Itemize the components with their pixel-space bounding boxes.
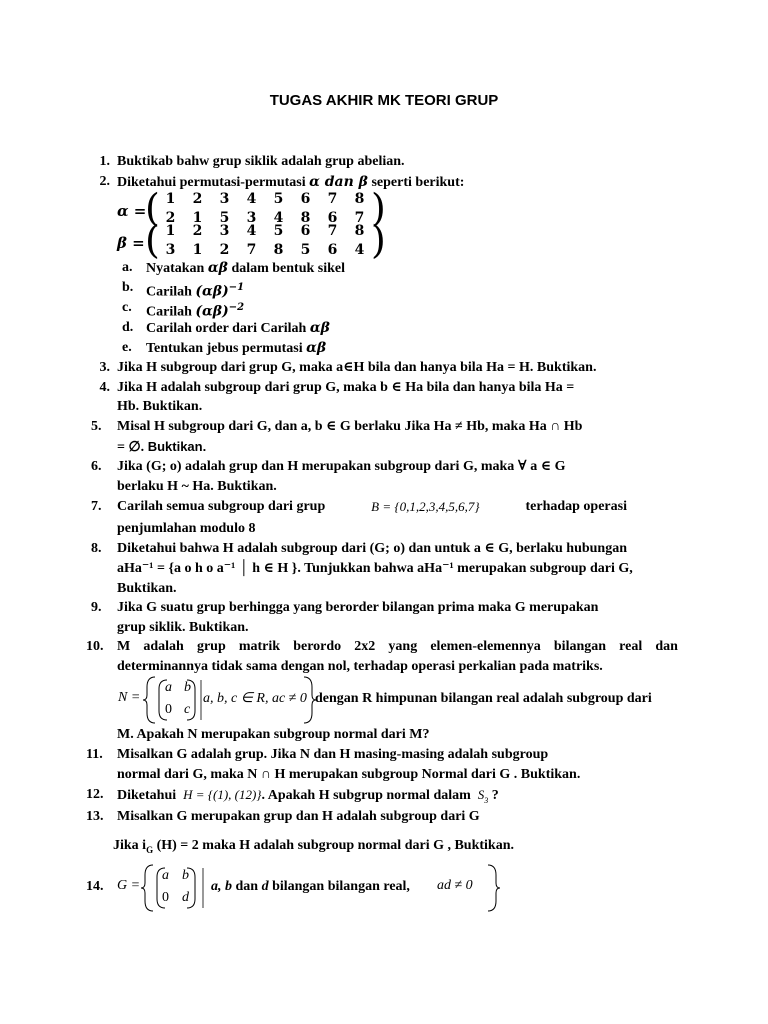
alpha-left-paren: ( — [145, 186, 160, 230]
item-13-line-2: Jika $i_G$ (H) = 2 maka H adalah subgroup normal dari G , Buktikan. — [113, 838, 515, 855]
beta-right-paren: ) — [371, 218, 386, 262]
item-11-line-1: Misalkan G adalah grup. Jika N dan H masing-masing adalah subgroup — [117, 747, 549, 762]
set-g-close-brace — [486, 863, 500, 913]
alpha-top-entry: 2 — [192, 191, 203, 207]
beta-bottom-entry: 8 — [273, 242, 284, 258]
item-6-line-2: berlaku H ~ Ha. Buktikan. — [117, 479, 277, 494]
alpha-top-entry: 1 — [165, 191, 176, 207]
subitem-d-label: d. — [122, 320, 134, 335]
alpha-top-entry: 4 — [246, 191, 257, 207]
alpha-bottom-entry: 3 — [246, 210, 257, 226]
subitem-c-label: c. — [122, 300, 132, 315]
set-g-brackets — [141, 863, 211, 913]
item-number-11: 11. — [86, 747, 103, 762]
item-10-line-3: M. Apakah N merupakan subgroup normal dari M? — [117, 727, 430, 742]
set-n-matrix-a12: b — [184, 680, 191, 695]
alpha-top-entry: 5 — [273, 191, 284, 207]
subitem-b-text: Carilah $(\alpha\beta)^{-1}$ — [146, 282, 245, 300]
beta-top-entry: 1 — [165, 223, 176, 239]
item-number-10: 10. — [86, 639, 104, 654]
beta-bottom-entry: 3 — [165, 242, 176, 258]
subitem-a-label: a. — [122, 260, 133, 275]
set-n-matrix-a11: a — [165, 680, 172, 695]
item-8-line-1: Diketahui bahwa H adalah subgroup dari (G; o) dan untuk a ∈ G, berlaku hubungan — [117, 541, 628, 556]
set-g-condition: ad ≠ 0 — [437, 878, 473, 893]
beta-label: β = — [117, 234, 145, 252]
item-12-text: Diketahui H = {(1), (12)}. Apakah H subgrup normal dalam $S_3$ ? — [117, 787, 499, 805]
set-n-close-brace — [302, 675, 316, 725]
item-10-line-1: M adalah grup matrik berordo 2x2 yang elemen-elemennya bilangan real dan — [117, 639, 678, 654]
alpha-bottom-entry: 8 — [300, 210, 311, 226]
document-title: TUGAS AKHIR MK TEORI GRUP — [269, 92, 499, 109]
item-9-line-1: Jika G suatu grup berhingga yang berorder bilangan prima maka G merupakan — [117, 600, 599, 615]
alpha-top-entry: 3 — [219, 191, 230, 207]
alpha-top-row — [157, 191, 373, 207]
item-number-1: 1. — [99, 154, 110, 169]
item-number-8: 8. — [91, 541, 102, 556]
item-5-line-1: Misal H subgroup dari G, dan a, b ∈ G berlaku Jika Ha ≠ Hb, maka Ha ∩ Hb — [117, 419, 583, 434]
set-g-matrix-a21: 0 — [162, 890, 169, 905]
item-1-text: Buktikab bahw grup siklik adalah grup abelian. — [117, 154, 405, 169]
item-8-line-3: Buktikan. — [117, 581, 177, 596]
item-2-text: Diketahui permutasi-permutasi α dan β seperti berikut: — [117, 174, 465, 190]
item-4-line-2: Hb. Buktikan. — [117, 399, 203, 414]
item-13-line-1: Misalkan G merupakan grup dan H adalah subgroup dari G — [117, 809, 480, 824]
item-3-text: Jika H subgroup dari grup G, maka a∈H bila dan hanya bila Ha = H. Buktikan. — [117, 360, 597, 375]
beta-bottom-entry: 1 — [192, 242, 203, 258]
beta-top-entry: 7 — [327, 223, 338, 239]
beta-top-entry: 4 — [246, 223, 257, 239]
subitem-e-label: e. — [122, 340, 132, 355]
set-n-condition: a, b, c ∈ R, ac ≠ 0 — [203, 691, 307, 706]
alpha-bottom-entry: 4 — [273, 210, 284, 226]
alpha-label: α = — [117, 202, 147, 220]
beta-top-entry: 5 — [273, 223, 284, 239]
subitem-e-text: Tentukan jebus permutasi αβ — [146, 340, 327, 356]
beta-top-entry: 6 — [300, 223, 311, 239]
beta-top-entry: 2 — [192, 223, 203, 239]
item-number-9: 9. — [91, 600, 102, 615]
subitem-c-text: Carilah $(\alpha\beta)^{-2}$ — [146, 302, 245, 320]
beta-bottom-entry: 5 — [300, 242, 311, 258]
set-n-matrix-a21: 0 — [165, 702, 172, 717]
set-g-matrix-a11: a — [162, 868, 169, 883]
item-number-5: 5. — [91, 419, 102, 434]
set-n-label: N = — [118, 690, 141, 705]
item-number-12: 12. — [86, 787, 104, 802]
beta-top-entry: 8 — [354, 223, 365, 239]
alpha-top-entry: 7 — [327, 191, 338, 207]
item-14-text: a, b dan d bilangan bilangan real, — [211, 879, 410, 894]
alpha-right-paren: ) — [371, 186, 386, 230]
item-7-line-2: penjumlahan modulo 8 — [117, 521, 256, 536]
set-g-label: G = — [117, 878, 141, 893]
beta-bottom-row — [157, 242, 373, 258]
alpha-bottom-entry: 6 — [327, 210, 338, 226]
item-number-6: 6. — [91, 459, 102, 474]
item-number-3: 3. — [99, 360, 110, 375]
alpha-bottom-entry: 2 — [165, 210, 176, 226]
item-7-line-1: Carilah semua subgroup dari grup B = {0,1,2,3,4,5,6,7} terhadap operasi — [117, 499, 627, 514]
subitem-b-label: b. — [122, 280, 134, 295]
set-g-matrix-a22: d — [182, 890, 189, 905]
subitem-a-text: Nyatakan αβ dalam bentuk sikel — [146, 260, 346, 276]
item-11-line-2: normal dari G, maka N ∩ H merupakan subgroup Normal dari G . Buktikan. — [117, 767, 581, 782]
item-10-definition-tail: dengan R himpunan bilangan real adalah subgroup dari — [315, 691, 652, 706]
item-6-line-1: Jika (G; o) adalah grup dan H merupakan subgroup dari G, maka ∀ a ∈ G — [117, 459, 566, 474]
set-g-matrix-a12: b — [182, 868, 189, 883]
item-8-line-2: aHa⁻¹ = {a o h o a⁻¹ │ h ∈ H }. Tunjukkan bahwa aHa⁻¹ merupakan subgroup dari G, — [117, 561, 633, 576]
beta-bottom-entry: 7 — [246, 242, 257, 258]
item-4-line-1: Jika H adalah subgroup dari grup G, maka b ∈ Ha bila dan hanya bila Ha = — [117, 380, 575, 395]
item-10-line-2: determinannya tidak sama dengan nol, terhadap operasi perkalian pada matriks. — [117, 659, 603, 674]
item-number-13: 13. — [86, 809, 104, 824]
item-number-14: 14. — [86, 879, 104, 894]
item-number-7: 7. — [91, 499, 102, 514]
beta-left-paren: ( — [145, 218, 160, 262]
item-number-2: 2. — [99, 174, 110, 189]
alpha-top-entry: 6 — [300, 191, 311, 207]
item-9-line-2: grup siklik. Buktikan. — [117, 620, 249, 635]
beta-top-row — [157, 223, 373, 239]
subitem-d-text: Carilah order dari Carilah αβ — [146, 320, 330, 336]
beta-bottom-entry: 2 — [219, 242, 230, 258]
item-number-4: 4. — [99, 380, 110, 395]
alpha-bottom-entry: 1 — [192, 210, 203, 226]
beta-bottom-entry: 4 — [354, 242, 365, 258]
beta-bottom-entry: 6 — [327, 242, 338, 258]
alpha-bottom-entry: 7 — [354, 210, 365, 226]
alpha-top-entry: 8 — [354, 191, 365, 207]
set-n-matrix-a22: c — [184, 702, 191, 717]
item-5-line-2: = ∅. Buktikan. — [117, 439, 207, 455]
alpha-bottom-entry: 5 — [219, 210, 230, 226]
beta-top-entry: 3 — [219, 223, 230, 239]
